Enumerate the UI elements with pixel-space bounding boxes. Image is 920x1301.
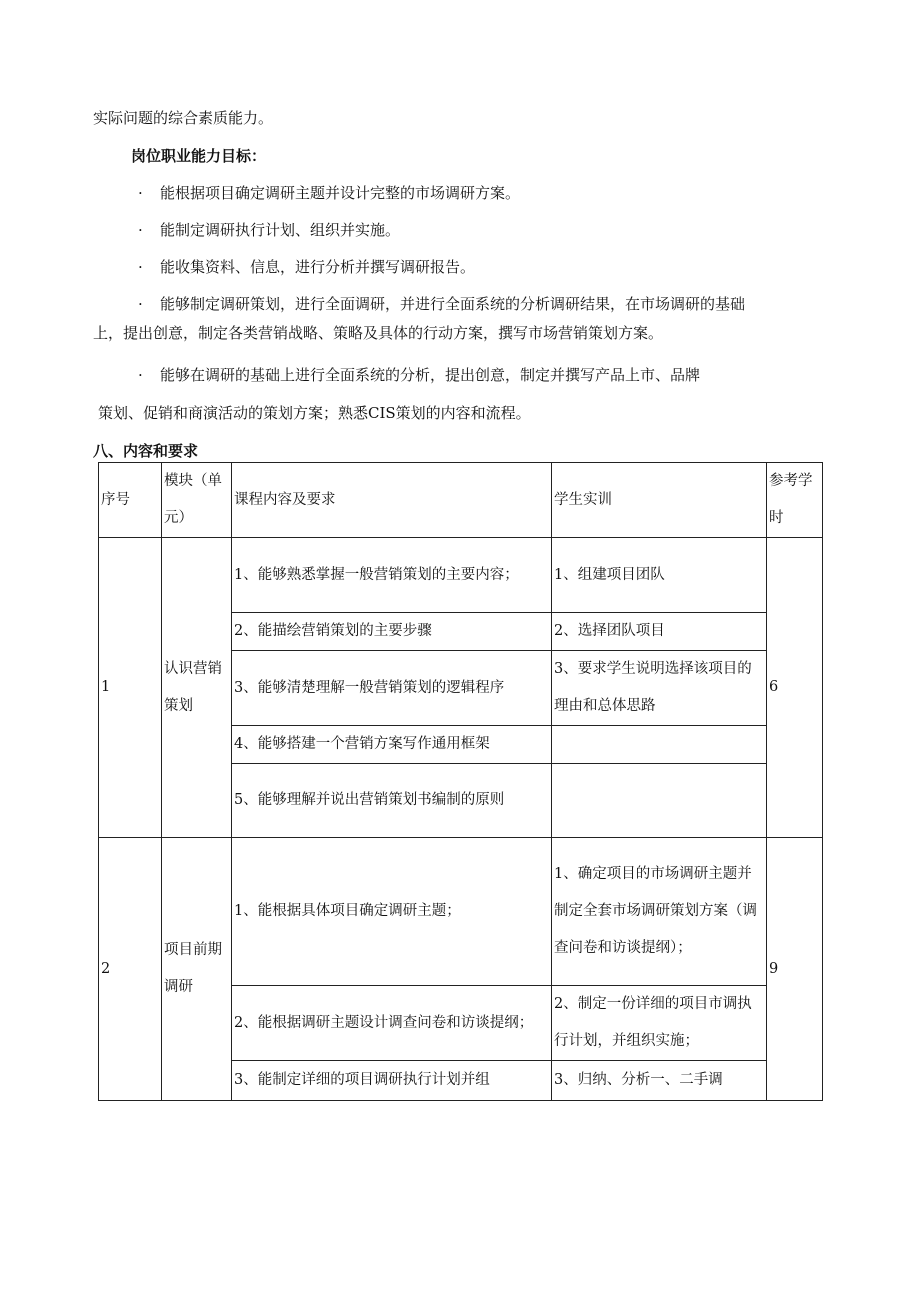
module1-seq: 1 <box>99 538 162 838</box>
goal-item: · 能收集资料、信息，进行分析并撰写调研报告。 <box>138 258 476 276</box>
header-seq: 序号 <box>99 463 162 538</box>
module2-content-1: 1、能根据具体项目确定调研主题； <box>232 838 552 986</box>
module1-training-2: 2、选择团队项目 <box>552 613 767 651</box>
module2-seq: 2 <box>99 838 162 1101</box>
goal-continuation: 策划、促销和商演活动的策划方案；熟悉CIS策划的内容和流程。 <box>98 404 531 422</box>
module2-training-3: 3、归纳、分析一、二手调 <box>552 1061 767 1101</box>
header-content: 课程内容及要求 <box>232 463 552 538</box>
bullet-icon: · <box>138 366 143 384</box>
module1-content-3: 3、能够清楚理解一般营销策划的逻辑程序 <box>232 651 552 726</box>
header-module: 模块（单元） <box>162 463 232 538</box>
course-table <box>98 462 823 1101</box>
bullet-icon: · <box>138 221 143 239</box>
header-training: 学生实训 <box>552 463 767 538</box>
module1-content-4: 4、能够搭建一个营销方案写作通用框架 <box>232 726 552 764</box>
intro-tail: 实际问题的综合素质能力。 <box>93 109 274 127</box>
goals-heading: 岗位职业能力目标： <box>131 147 267 165</box>
table-row <box>99 838 823 986</box>
bullet-icon: · <box>138 258 143 276</box>
module2-training-1: 1、确定项目的市场调研主题并制定全套市场调研策划方案（调查问卷和访谈提纲）； <box>552 838 767 986</box>
goal-item: · 能够在调研的基础上进行全面系统的分析，提出创意，制定并撰写产品上市、品牌 <box>138 366 701 384</box>
module1-content-5: 5、能够理解并说出营销策划书编制的原则 <box>232 764 552 838</box>
module1-content-2: 2、能描绘营销策划的主要步骤 <box>232 613 552 651</box>
goal-item: · 能够制定调研策划，进行全面调研，并进行全面系统的分析调研结果，在市场调研的基础 <box>138 295 746 313</box>
module1-name: 认识营销策划 <box>162 538 232 838</box>
module1-hours: 6 <box>767 538 823 838</box>
header-hours: 参考学时 <box>767 463 823 538</box>
module1-training-5 <box>552 764 767 838</box>
table-row <box>99 538 823 613</box>
module2-name: 项目前期调研 <box>162 838 232 1101</box>
module1-content-1: 1、能够熟悉掌握一般营销策划的主要内容； <box>232 538 552 613</box>
goal-continuation: 上，提出创意，制定各类营销战略、策略及具体的行动方案，撰写市场营销策划方案。 <box>93 324 664 342</box>
module2-hours: 9 <box>767 838 823 1101</box>
section-heading: 八、内容和要求 <box>93 442 199 460</box>
bullet-icon: · <box>138 184 143 202</box>
goal-item: · 能制定调研执行计划、组织并实施。 <box>138 221 401 239</box>
module2-training-2: 2、制定一份详细的项目市调执行计划，并组织实施； <box>552 986 767 1061</box>
module2-content-2: 2、能根据调研主题设计调查问卷和访谈提纲； <box>232 986 552 1061</box>
module1-training-1: 1、组建项目团队 <box>552 538 767 613</box>
goal-item: · 能根据项目确定调研主题并设计完整的市场调研方案。 <box>138 184 521 202</box>
module2-content-3: 3、能制定详细的项目调研执行计划并组 <box>232 1061 552 1101</box>
module1-training-4 <box>552 726 767 764</box>
table-header-row <box>99 463 823 538</box>
bullet-icon: · <box>138 295 143 313</box>
module1-training-3: 3、要求学生说明选择该项目的理由和总体思路 <box>552 651 767 726</box>
